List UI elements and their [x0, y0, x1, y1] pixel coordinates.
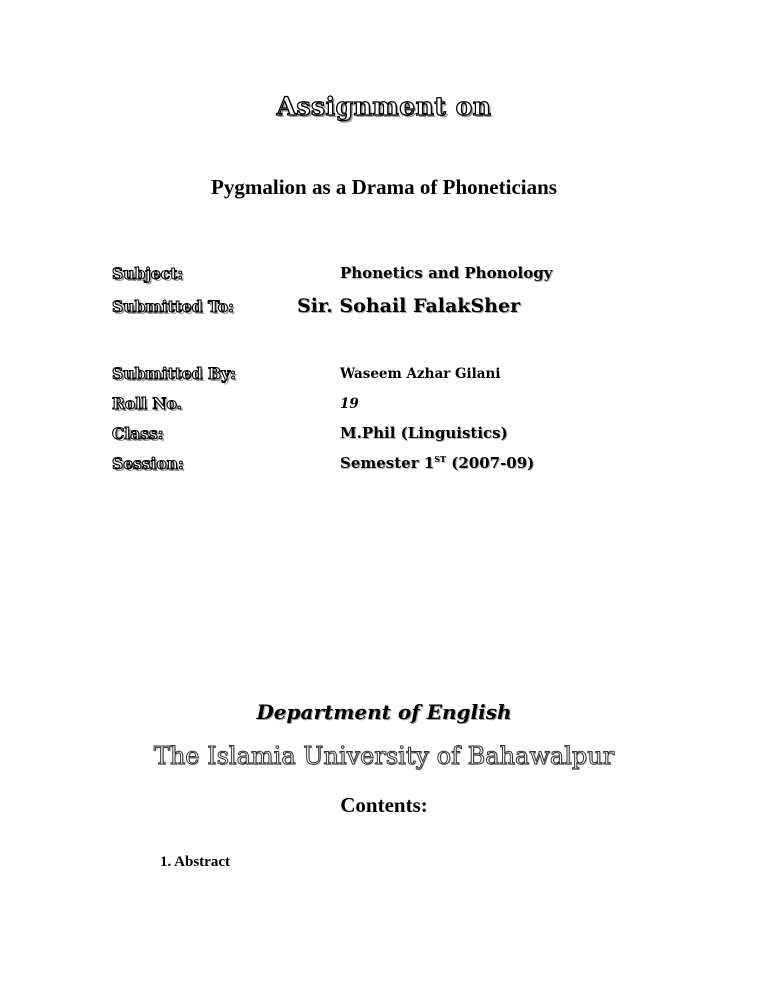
- roll-no-label: Roll No.: [112, 394, 183, 413]
- submitted-to-label: Submitted To:: [112, 297, 234, 316]
- session-prefix: Semester 1: [340, 454, 435, 472]
- university-name: The Islamia University of Bahawalpur: [153, 742, 615, 770]
- contents-item: 1. Abstract: [160, 854, 230, 870]
- session-value: [340, 454, 534, 472]
- subject-value: Phonetics and Phonology: [340, 264, 553, 282]
- session-ordinal: ST: [434, 454, 447, 464]
- session-label: Session:: [112, 454, 184, 473]
- contents-heading: Contents:: [340, 793, 428, 817]
- submitted-by-value: Waseem Azhar Gilani: [340, 366, 501, 382]
- assignment-heading: Assignment on: [276, 92, 492, 121]
- roll-no-value: 19: [340, 396, 359, 412]
- department-name: Department of English: [256, 700, 512, 724]
- document-title: Pygmalion as a Drama of Phoneticians: [211, 175, 557, 199]
- subject-label: Subject:: [112, 264, 184, 283]
- submitted-by-label: Submitted By:: [112, 364, 236, 383]
- class-label: Class:: [112, 424, 164, 443]
- class-value: M.Phil (Linguistics): [340, 424, 508, 442]
- session-years: (2007-09): [446, 454, 535, 472]
- submitted-to-value: Sir. Sohail FalakSher: [297, 295, 521, 317]
